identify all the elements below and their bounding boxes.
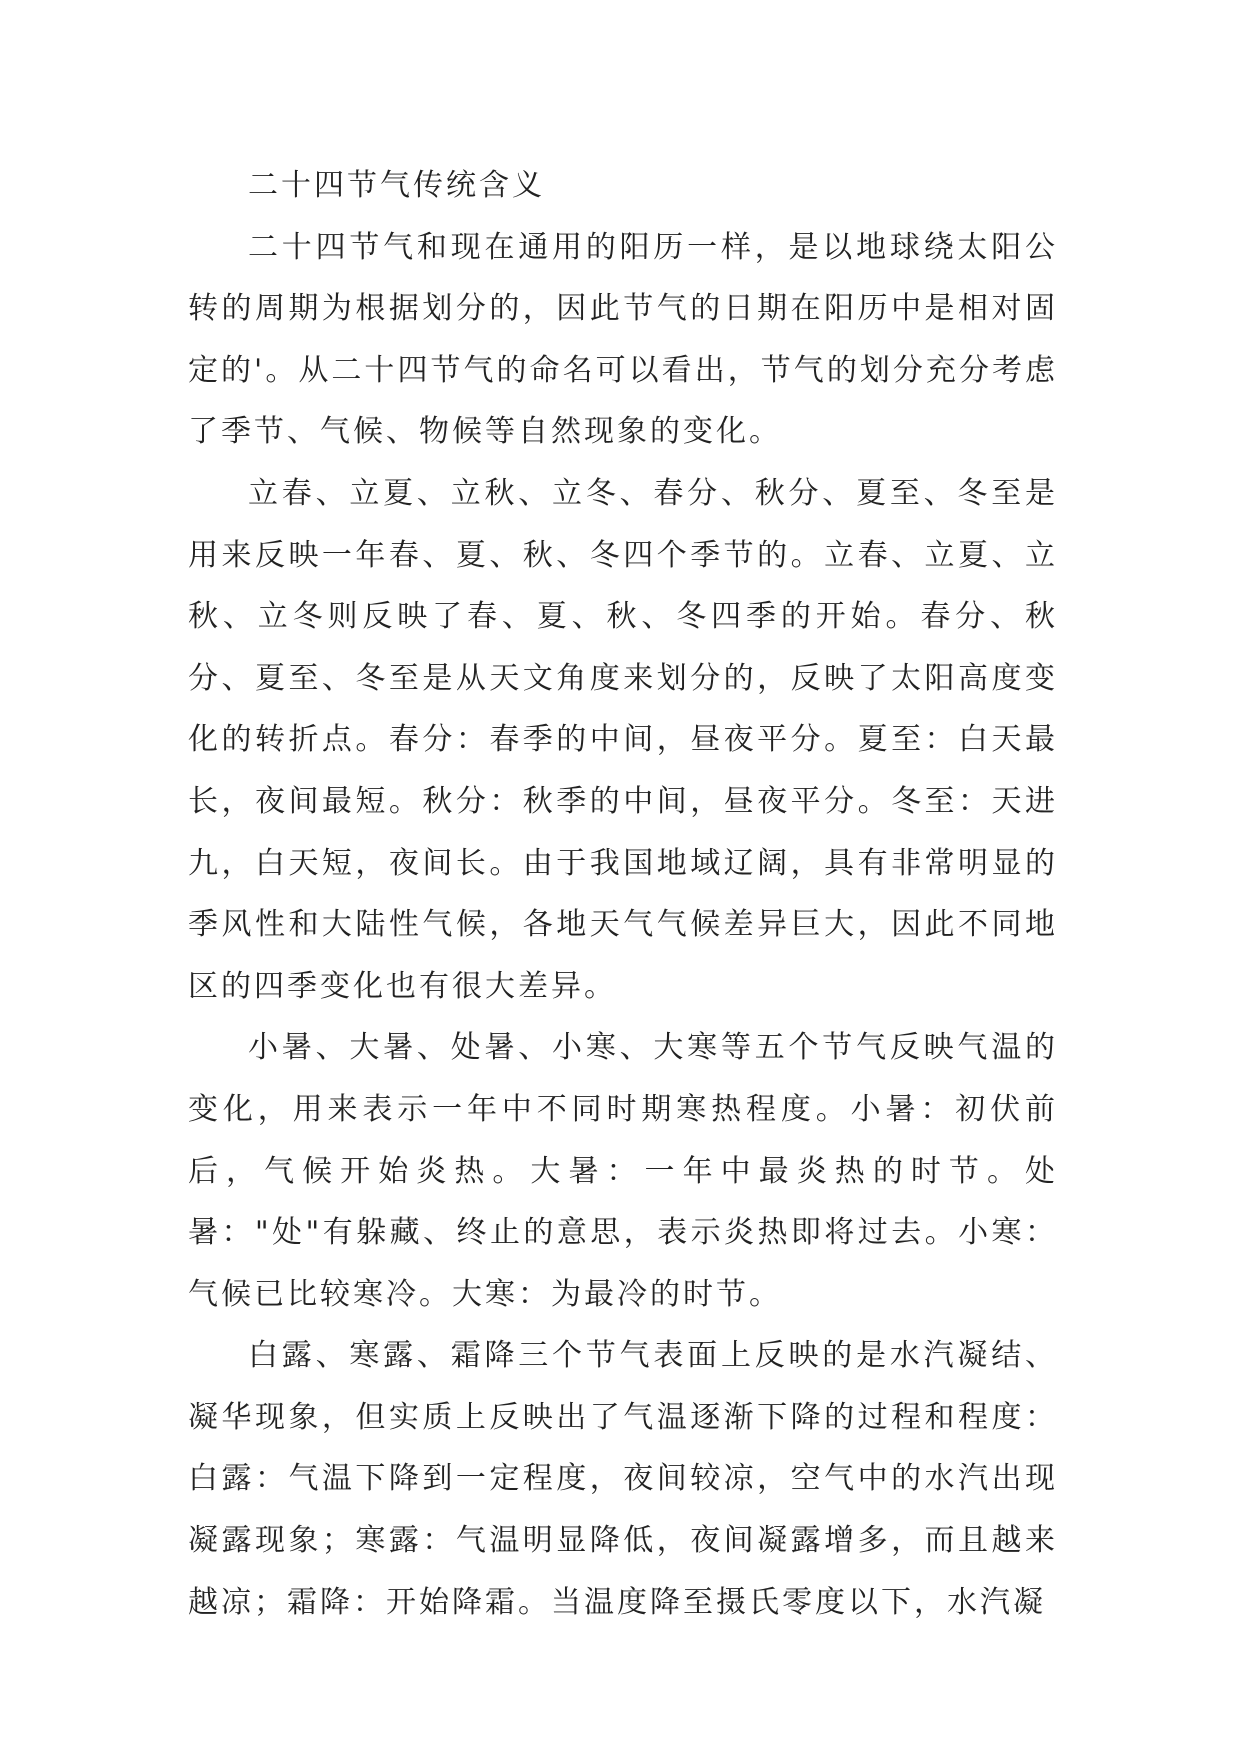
paragraph-condensation: 白露、寒露、霜降三个节气表面上反映的是水汽凝结、凝华现象，但实质上反映出了气温逐渐下降的过程和程度：白露：气温下降到一定程度，夜间较凉，空气中的水汽出现凝露现象；寒露：气温明显降低，夜间凝露增多，而且越来越凉；霜降：开始降霜。当温度降至摄氏零度以下，水汽凝: [188, 1338, 1058, 1620]
paragraph-temperature: 小暑、大暑、处暑、小寒、大寒等五个节气反映气温的变化，用来表示一年中不同时期寒热程度。小暑：初伏前后，气候开始炎热。大暑：一年中最炎热的时节。处暑："处"有躲藏、终止的意思，表示炎热即将过去。小寒：气候已比较寒冷。大寒：为最冷的时节。: [188, 1030, 1058, 1312]
paragraph-definition: 二十四节气和现在通用的阳历一样，是以地球绕太阳公转的周期为根据划分的，因此节气的日期在阳历中是相对固定的'。从二十四节气的命名可以看出，节气的划分充分考虑了季节、气候、物候等自然现象的变化。: [188, 229, 1058, 450]
document-body: [188, 155, 1058, 1633]
paragraph-seasons: 立春、立夏、立秋、立冬、春分、秋分、夏至、冬至是用来反映一年春、夏、秋、冬四个季节的。立春、立夏、立秋、立冬则反映了春、夏、秋、冬四季的开始。春分、秋分、夏至、冬至是从天文角度来划分的，反映了太阳高度变化的转折点。春分：春季的中间，昼夜平分。夏至：白天最长，夜间最短。秋分：秋季的中间，昼夜平分。冬至：天进九，白天短，夜间长。由于我国地域辽阔，具有非常明显的季风性和大陆性气候，各地天气气候差异巨大，因此不同地区的四季变化也有很大差异。: [188, 475, 1058, 1004]
document-title: 二十四节气传统含义: [248, 168, 545, 203]
